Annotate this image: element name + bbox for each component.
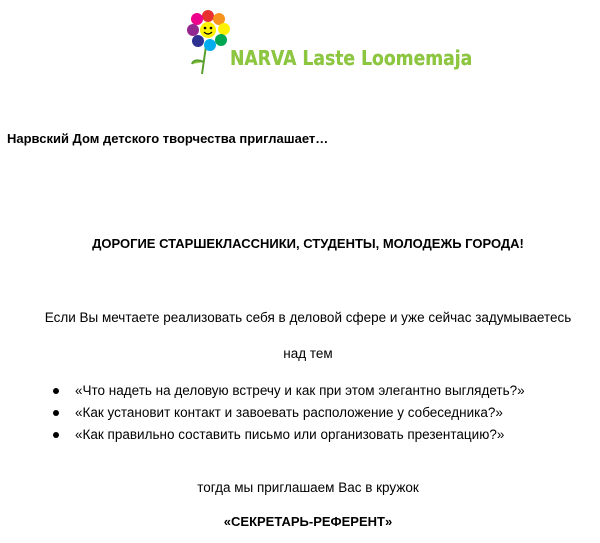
list-item [53, 380, 525, 402]
list-item [53, 424, 525, 446]
paragraph-2: над тем [283, 346, 333, 361]
headline: ДОРОГИЕ СТАРШЕКЛАССНИКИ, СТУДЕНТЫ, МОЛОДЕЖЬ ГОРОДА! [92, 236, 524, 251]
paragraph-1: Если Вы мечтаете реализовать себя в деловой сфере и уже сейчас задумываетесь [44, 310, 572, 325]
bullet-icon [53, 432, 59, 438]
bullet-text: «Как правильно составить письмо или организовать презентацию?» [75, 427, 505, 442]
bullet-icon [53, 388, 59, 394]
bullet-text: «Как установит контакт и завоевать расположение у собеседника?» [75, 405, 503, 420]
bullet-text: «Что надеть на деловую встречу и как при этом элегантно выглядеть?» [75, 383, 525, 398]
bullet-icon [53, 410, 59, 416]
list-item [53, 402, 525, 424]
intro-text: Нарвский Дом детского творчества приглашает… [7, 131, 329, 146]
club-name: «СЕКРЕТАРЬ-РЕФЕРЕНТ» [223, 514, 393, 529]
bullet-list [53, 380, 525, 446]
logo-text: NARVA Laste Loomemaja [230, 46, 473, 70]
paragraph-3: тогда мы приглашаем Вас в кружок [197, 480, 419, 495]
logo [186, 8, 473, 78]
